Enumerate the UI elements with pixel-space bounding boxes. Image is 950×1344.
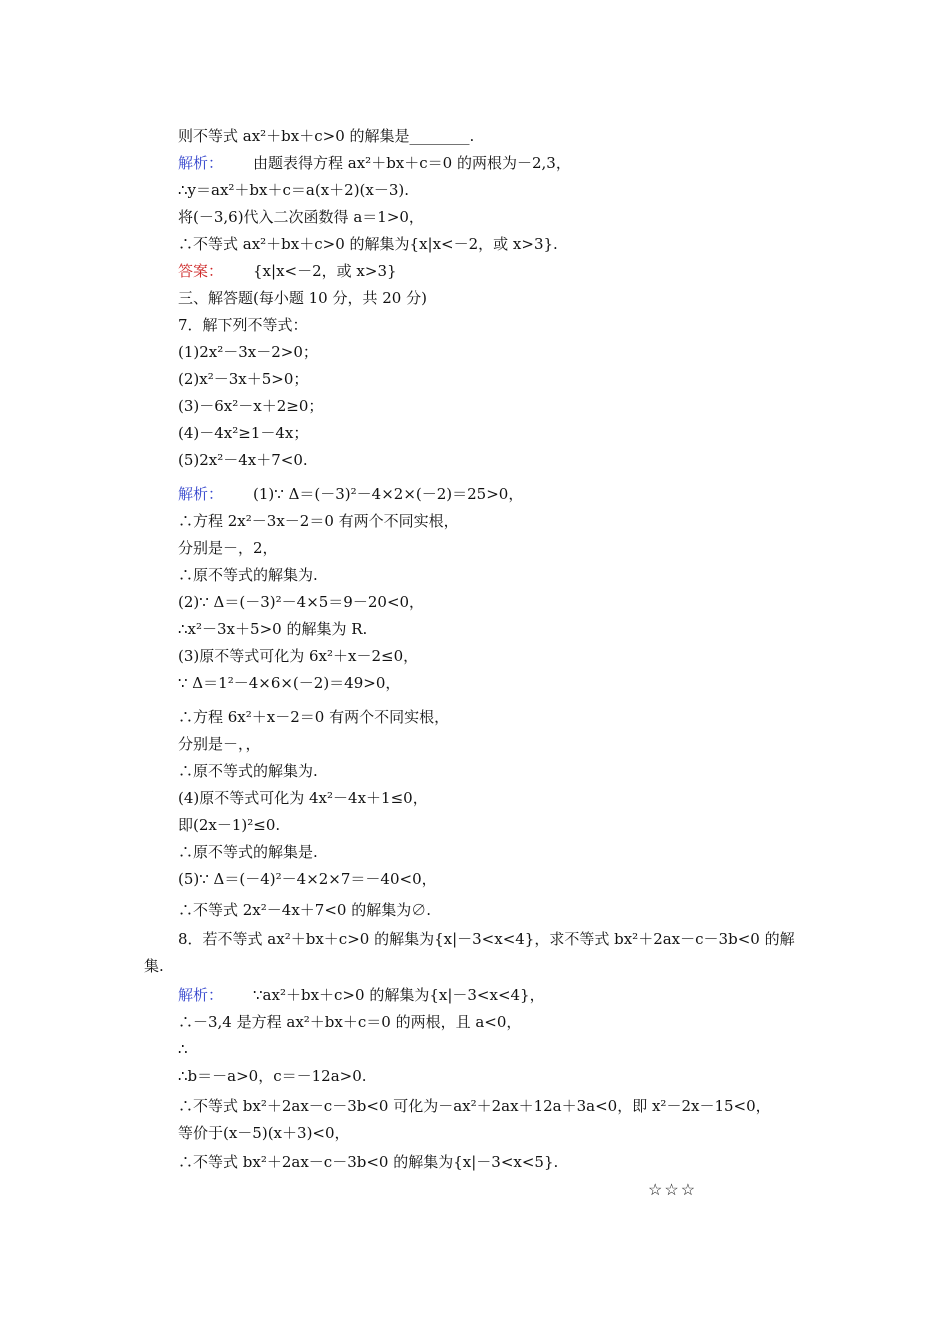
analysis-line — [178, 153, 571, 173]
text-line: ∴x²－3x＋5>0 的解集为 R. — [178, 620, 368, 638]
analysis-text: ∵ax²＋bx＋c>0 的解集为{x|－3<x<4}， — [253, 986, 545, 1004]
text-line: 将(－3,6)代入二次函数得 a＝1>0， — [178, 208, 424, 226]
text-line: (3)－6x²－x＋2≥0； — [178, 397, 324, 415]
answer-line — [178, 261, 397, 281]
text-line: (5)∵ Δ＝(－4)²－4×2×7＝－40<0， — [178, 870, 437, 888]
text-line: ∴不等式 bx²＋2ax－c－3b<0 可化为－ax²＋2ax＋12a＋3a<0，即 x²－2x－15<0， — [178, 1097, 771, 1115]
section-heading: 三、解答题(每小题 10 分，共 20 分) — [178, 289, 427, 307]
text-line: (4)原不等式可化为 4x²－4x＋1≤0， — [178, 789, 428, 807]
analysis-line — [178, 484, 523, 504]
text-line: ∴不等式 ax²＋bx＋c>0 的解集为{x|x<－2，或 x>3}. — [178, 235, 558, 253]
text-line: ∴方程 6x²＋x－2＝0 有两个不同实根， — [178, 708, 450, 726]
text-line: ∴方程 2x²－3x－2＝0 有两个不同实根， — [178, 512, 459, 530]
text-line: (5)2x²－4x＋7<0. — [178, 451, 308, 469]
text-line: (2)∵ Δ＝(－3)²－4×5＝9－20<0， — [178, 593, 425, 611]
question-7: 7．解下列不等式： — [178, 316, 308, 334]
question-8: 8．若不等式 ax²＋bx＋c>0 的解集为{x|－3<x<4}，求不等式 bx²＋2ax－c－3b<0 的解 — [178, 930, 795, 948]
text-line: ∴原不等式的解集为. — [178, 762, 318, 780]
text-line: 等价于(x－5)(x＋3)<0， — [178, 1124, 350, 1142]
text-line: (4)－4x²≥1－4x； — [178, 424, 309, 442]
text-line: 则不等式 ax²＋bx＋c>0 的解集是________. — [178, 127, 475, 145]
text-line: ∴不等式 bx²＋2ax－c－3b<0 的解集为{x|－3<x<5}. — [178, 1153, 559, 1171]
text-line: (3)原不等式可化为 6x²＋x－2≤0， — [178, 647, 419, 665]
text-line: ∴原不等式的解集为. — [178, 566, 318, 584]
text-line: (2)x²－3x＋5>0； — [178, 370, 309, 388]
text-line: ∵ Δ＝1²－4×6×(－2)＝49>0， — [178, 674, 401, 692]
analysis-label: 解析： — [178, 154, 224, 172]
analysis-label: 解析： — [178, 485, 224, 503]
analysis-label: 解析： — [178, 986, 224, 1004]
answer-label: 答案： — [178, 262, 224, 280]
text-line: (1)2x²－3x－2>0； — [178, 343, 318, 361]
text-line: ∴原不等式的解集是. — [178, 843, 318, 861]
text-line: ∴y＝ax²＋bx＋c＝a(x＋2)(x－3). — [178, 181, 410, 199]
text-line: 分别是－，2， — [178, 539, 278, 557]
text-line: ∴ — [178, 1040, 188, 1058]
text-line: ∴－3,4 是方程 ax²＋bx＋c＝0 的两根，且 a<0， — [178, 1013, 522, 1031]
question-8-cont: 集. — [144, 957, 164, 975]
text-line: ∴b＝－a>0，c＝－12a>0. — [178, 1067, 367, 1085]
analysis-text: (1)∵ Δ＝(－3)²－4×2×(－2)＝25>0， — [253, 485, 524, 503]
footer-stars: ☆☆☆ — [648, 1180, 698, 1199]
analysis-line — [178, 985, 545, 1005]
text-line: 分别是－，， — [178, 735, 261, 753]
text-line: 即(2x－1)²≤0. — [178, 816, 281, 834]
answer-text: {x|x<－2，或 x>3} — [253, 262, 397, 280]
text-line: ∴不等式 2x²－4x＋7<0 的解集为∅. — [178, 901, 431, 919]
analysis-text: 由题表得方程 ax²＋bx＋c＝0 的两根为－2,3， — [253, 154, 571, 172]
